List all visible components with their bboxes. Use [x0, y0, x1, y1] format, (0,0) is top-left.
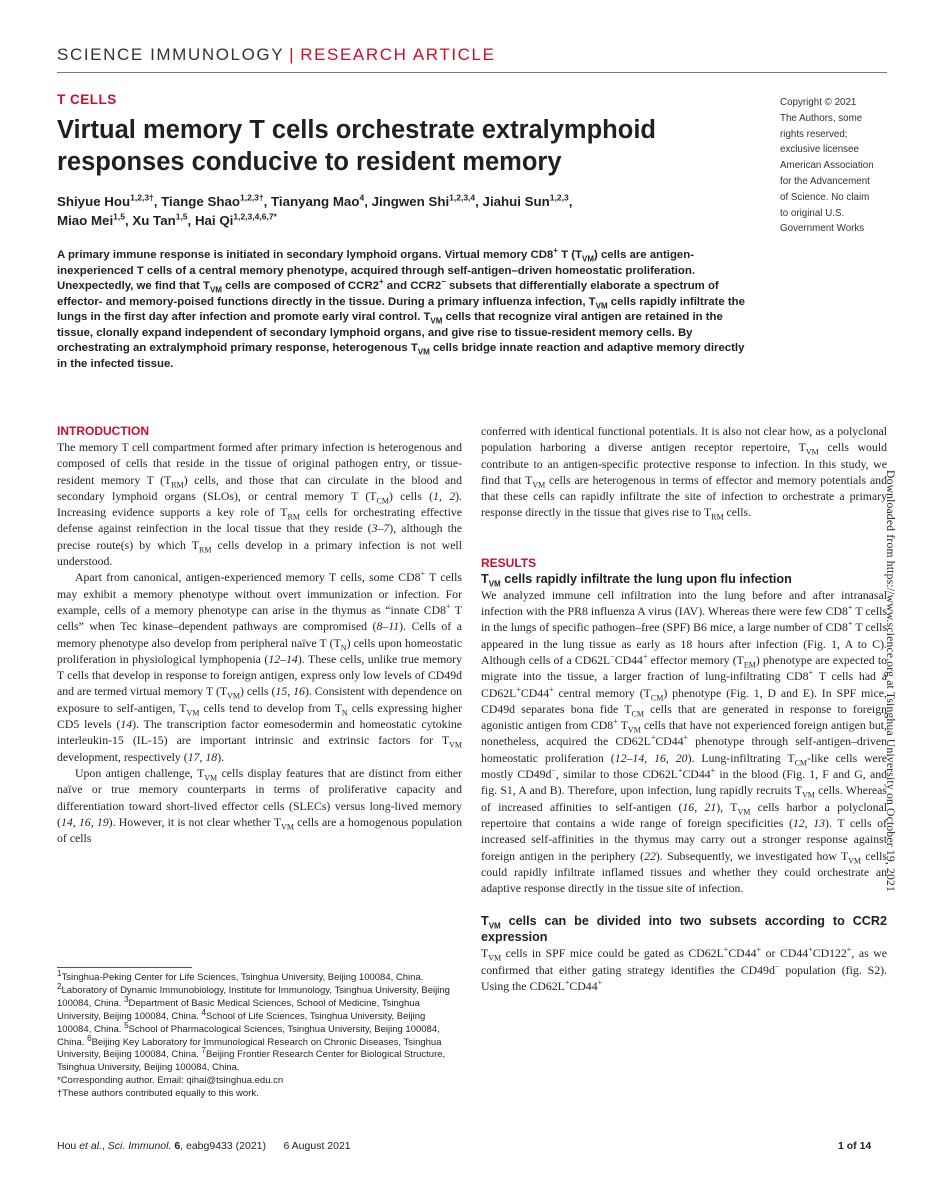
text-run: *Corresponding author. Email: qihai@tsinghua.edu.cn [57, 1075, 284, 1087]
author [195, 213, 277, 228]
text-run: T cells appeared in the lung tissue as early as 18 hours after infection (Fig. 1, A to C). Although cells of a CD62L [481, 620, 888, 667]
copyright-line: for the Advancement [780, 175, 870, 187]
superscript: + [847, 619, 853, 629]
author-affiliation: 1,5 [175, 211, 188, 222]
subscript: VM [281, 822, 294, 832]
text-run: ). Subsequently, we investigated how T [655, 848, 849, 863]
copyright-line: exclusive licensee [780, 144, 859, 156]
copyright-line: American Association [780, 160, 874, 172]
text-run: Laboratory of Dynamic Immunobiology, Institute for Immunology, Tsinghua University, Beijing 100084, China. [57, 984, 450, 1009]
text-run: ). Consistent with dependence on exposure to self-antigen, T [57, 684, 463, 715]
text-run: cells. [723, 505, 752, 520]
text-run: T [481, 914, 489, 929]
footnote [57, 968, 462, 1075]
citation-ref: 15 [275, 684, 288, 699]
text-run: population (fig. S2). Using the CD62L [481, 962, 887, 994]
citation-authors: Hou [57, 1140, 80, 1152]
subscript: VM [801, 790, 815, 800]
author-separator: , [124, 213, 133, 228]
footnote [57, 1075, 462, 1088]
text-run: cells. Whereas of increased affinities to self-antigen ( [481, 783, 888, 814]
text-run: ). T cells of increased self-affinities in the thymus may carry out a stronger response against foreign antigen in the periphery ( [481, 815, 887, 863]
copyright-line: Copyright © 2021 [780, 97, 857, 108]
text-run: School of Pharmacological Sciences, Tsinghua University, Beijing 100084, China. [57, 1023, 440, 1048]
text-run: , similar to those CD62L [555, 767, 678, 782]
author-separator: , [187, 213, 195, 228]
author-name: Jingwen Shi [371, 194, 450, 209]
body-paragraph [481, 945, 887, 994]
text-run: development, respectively ( [57, 749, 188, 764]
subscript: RM [171, 479, 184, 489]
text-run: CD44 [682, 767, 711, 782]
subscript: VM [488, 921, 501, 931]
superscript: + [677, 766, 683, 776]
citation-ref: 16 [78, 814, 91, 829]
text-run: , as we confirmed that either gating strategy identifies the CD49d [481, 946, 887, 977]
text-run: CD44 [655, 734, 684, 749]
text-run: , [287, 684, 294, 699]
text-run: cells rapidly infiltrate the lung upon flu infection [500, 571, 792, 586]
text-run: Upon antigen challenge, T [75, 765, 205, 780]
author-separator: , [153, 194, 162, 209]
subscript: RM [199, 545, 212, 555]
author [372, 194, 483, 209]
author-list [57, 192, 757, 230]
subscript: VM [227, 691, 240, 701]
text-run: CD44 [728, 946, 757, 961]
text-run: Beijing Frontier Research Center for Biological Structure, Tsinghua University, Beijing 100084, China. [57, 1049, 446, 1074]
citation-ref: 16 [654, 750, 666, 765]
subscript: VM [581, 254, 594, 264]
copyright-notice [780, 95, 892, 237]
citation-ref: 12–14 [268, 651, 298, 666]
copyright-line: Government Works [780, 223, 865, 235]
subscript: CM [794, 758, 808, 768]
subsection-heading [481, 571, 887, 587]
subsection-heading [481, 913, 887, 945]
body-paragraph [481, 587, 887, 897]
text-run: ). Lung-infiltrating T [687, 750, 795, 765]
subscript: VM [737, 807, 751, 816]
superscript: + [723, 945, 729, 955]
text-run: ) cells are antigen-inexperienced T cells of a central memory phenotype, acquired through self-antigen–driven homeostatic proliferation. Unexpectedly, we find that T [57, 249, 696, 292]
text-run: cells rapidly infiltrate the lungs in the first day after infection and promote early viral control. T [57, 295, 745, 323]
subscript: RM [287, 512, 300, 522]
author-name: Tiange Shao [161, 194, 240, 209]
subscript: VM [532, 480, 546, 490]
author-separator: , [364, 194, 372, 209]
citation-journal: Sci. Immunol. [107, 1140, 172, 1152]
text-run: cells are composed of CCR2 [221, 280, 379, 292]
subscript: VM [595, 300, 608, 310]
superscript: 5 [124, 1020, 129, 1030]
text-run: A primary immune response is initiated in secondary lymphoid organs. Virtual memory CD8 [57, 249, 554, 261]
superscript: + [613, 717, 618, 727]
text-run: ). Increasing evidence supports a key role of T [57, 488, 462, 520]
body-paragraph [57, 765, 462, 846]
text-run: ), although the precise route(s) by which T [57, 521, 462, 552]
text-run: CD122 [812, 946, 847, 961]
text-run: cells that are generated in response to foreign agonistic antigen from CD8 [481, 701, 887, 733]
citation-details: , eabg9433 (2021) 6 August 2021 [180, 1140, 351, 1152]
superscript: 4 [201, 1007, 206, 1017]
copyright-line: The Authors, some [780, 112, 863, 124]
superscript: + [846, 945, 852, 955]
subscript: CM [376, 496, 389, 506]
author-affiliation: 1,2,3,4,6,7* [233, 211, 277, 222]
citation-sep: , [101, 1140, 108, 1152]
text-run: cells tend to develop from T [199, 700, 342, 715]
text-run: cells harbor a polyclonal repertoire that contains a wide range of foreign specificities ( [481, 799, 887, 830]
text-run: School of Life Sciences, Tsinghua University, Beijing 100084, China. [57, 1010, 426, 1035]
subscript: N [340, 642, 347, 652]
text-run: cells bridge innate reaction and adaptive memory directly in the infected tissue. [57, 342, 745, 370]
citation-ref: 8–11 [376, 619, 400, 634]
author-affiliation: 1,2,3† [130, 192, 154, 203]
superscript: + [710, 766, 716, 776]
text-run: T (T [557, 249, 582, 261]
text-run: , [804, 815, 814, 830]
text-run: T [617, 718, 628, 733]
citation-ref: 20 [675, 750, 688, 765]
text-run: cells for orchestrating effective defense against reinfection in the local tissue that they reside ( [57, 505, 462, 536]
author [57, 194, 161, 209]
text-run: cells are heterogenous in terms of effector and memory potentials and that these cells can rapidly infiltrate the site of infection to orchestrate a primary response directly in the tissue that gives rise to T [481, 472, 887, 520]
superscript: + [597, 978, 603, 988]
text-run: Department of Basic Medical Sciences, School of Medicine, Tsinghua University, Beijing 100084, China. [57, 997, 420, 1022]
journal-header [57, 45, 496, 65]
text-run: cells that recognize viral antigen are retained in the tissue, clonally expand independent of secondary lymphoid organs, and give rise to tissue-resident memory cells. By orchestrating an extralymphoid primary response, heterogenous T [57, 311, 723, 354]
section-heading: RESULTS [481, 555, 537, 570]
text-run: Beijing Key Laboratory for Immunological Research on Chronic Diseases, Tsinghua University, Beijing 100084, China. [57, 1036, 442, 1061]
text-run: , [694, 799, 705, 814]
citation-ref: 22 [644, 848, 656, 863]
author-separator: , [475, 194, 483, 209]
text-run: †These authors contributed equally to this work. [57, 1088, 259, 1100]
text-run: We analyzed immune cell infiltration into the lung before and after intranasal infection with the PR8 influenza A virus (IAV). Whereas there were few CD8 [481, 587, 887, 619]
text-run: ) phenotype (Fig. 1, D and E). In SPF mice, CD49d separates bona fide T [481, 685, 887, 716]
subscript: RM [711, 512, 724, 522]
author-name: Jiahui Sun [482, 194, 550, 209]
author-affiliation: 4 [359, 192, 365, 203]
superscript: + [642, 652, 648, 662]
text-run: ), T [716, 799, 738, 814]
text-run: T cells had a CD62L [481, 669, 887, 700]
text-run: subsets that differentially elaborate a spectrum of effector- and memory-poised functions directly in the tissue. During a primary influenza infection, T [57, 280, 719, 308]
text-run: phenotype through self-antigen–driven homeostatic proliferation ( [481, 734, 887, 765]
citation-ref: 21 [704, 799, 717, 814]
text-run: CD44 [614, 652, 643, 667]
subscript: CM [631, 709, 644, 719]
header-rule [57, 72, 887, 73]
text-run: T cells in the lungs of specific pathogen–free (SPF) B6 mice, a large number of CD8 [481, 604, 888, 635]
text-run: , [199, 749, 206, 764]
text-run: Tsinghua-Peking Center for Life Sciences, Tsinghua University, Beijing 100084, China. [61, 972, 424, 983]
article-title: Virtual memory T cells orchestrate extralymphoid responses conducive to resident memory [57, 116, 657, 176]
footer-citation [57, 1140, 351, 1152]
superscript: − [774, 961, 780, 971]
superscript: + [683, 733, 689, 743]
superscript: + [808, 668, 814, 678]
text-run: CD44 [569, 979, 598, 994]
superscript: + [564, 978, 570, 988]
subscript: VM [204, 773, 218, 783]
subscript: VM [848, 855, 862, 865]
copyright-line: rights reserved; [780, 128, 848, 140]
text-run: ). However, it is not clear whether T [108, 814, 282, 829]
footnote-rule [57, 967, 192, 968]
author-affiliation: 1,5 [113, 211, 125, 222]
superscript: − [441, 277, 446, 287]
author-name: Shiyue Hou [57, 194, 131, 209]
citation-ref: 19 [96, 814, 109, 829]
author-name: Hai Qi [194, 213, 234, 228]
citation-ref: 14 [120, 717, 133, 732]
text-run: ) cells ( [239, 684, 276, 699]
author [132, 213, 195, 228]
spacer [481, 521, 887, 555]
citation-volume: 6 [171, 1140, 181, 1152]
citation-ref: 16 [293, 684, 305, 699]
subscript: VM [627, 725, 641, 735]
superscript: + [847, 603, 853, 613]
text-run: ) cells upon homeostatic proliferation in physiological lymphopenia ( [57, 635, 462, 666]
author [483, 194, 573, 209]
subscript: VM [430, 316, 443, 326]
superscript: 1 [57, 968, 62, 978]
section-label: T CELLS [57, 92, 117, 107]
citation-ref: 1 [433, 488, 439, 503]
author [161, 194, 271, 209]
text-run: T [481, 571, 489, 586]
body-paragraph [57, 439, 462, 569]
superscript: + [446, 602, 451, 612]
citation-ref: 16 [682, 799, 695, 814]
citation-ref: 12 [792, 815, 805, 830]
text-run: cells are a homogenous population of cells [57, 814, 462, 846]
subscript: VM [805, 447, 819, 457]
superscript: − [610, 652, 615, 662]
citation-ref: 13 [813, 815, 826, 830]
copyright-line: to original U.S. [780, 207, 845, 219]
header-separator: | [289, 45, 296, 64]
text-run: ) cells ( [388, 488, 434, 503]
page-number: 1 of 14 [838, 1140, 872, 1152]
copyright-line: of Science. No claim [780, 191, 870, 203]
superscript: + [516, 684, 521, 694]
text-run: ). These cells, unlike true memory T cells that develop in response to foreign antigen, express only low levels of CD49d and are termed virtual memory T (T [57, 651, 462, 699]
superscript: + [650, 733, 656, 743]
author-affiliation: 1,2,3,4 [449, 192, 476, 203]
superscript: + [553, 246, 558, 256]
citation-ref: 14 [60, 814, 73, 829]
subscript: VM [186, 708, 200, 718]
subscript: VM [488, 953, 502, 963]
author-affiliation: 1,2,3† [240, 192, 264, 203]
text-run: cells expressing higher CD5 levels ( [57, 700, 462, 732]
text-run: , [72, 814, 79, 829]
citation-ref: 2 [449, 488, 456, 503]
author-name: Miao Mei [57, 213, 114, 228]
superscript: 2 [57, 981, 62, 991]
text-run: , [90, 814, 97, 829]
text-run: cells would contribute to an antigen-specific protective response to infection. In this study, we find that T [481, 440, 888, 487]
subscript: VM [209, 285, 222, 295]
text-run: in the blood (Fig. 1, F and G, and fig. S1, A and B). Therefore, upon infection, lung rapidly recruits T [481, 767, 887, 798]
citation-ref: 18 [205, 749, 218, 764]
text-run: , [665, 750, 676, 765]
journal-name: SCIENCE IMMUNOLOGY [57, 45, 285, 64]
article-type: RESEARCH ARTICLE [300, 45, 496, 64]
text-run: Apart from canonical, antigen-experienced memory T cells, some CD8 [75, 570, 421, 585]
superscript: 7 [201, 1046, 206, 1056]
superscript: + [420, 569, 426, 579]
text-run: cells display features that are distinct from either naïve or true memory counterparts in terms of proliferative capacity and differentiation toward short-lived effector cells (SLECs) versus long-lived memory ( [57, 765, 463, 829]
text-run: CD44 [520, 685, 550, 700]
subscript: VM [449, 740, 462, 750]
text-run: ) cells, and those that can circulate in the blood and secondary lymphoid organs (SLOs), or central memory T (T [57, 472, 463, 503]
text-run: , [438, 488, 450, 503]
footnote [57, 1088, 462, 1101]
spacer [481, 896, 887, 913]
text-run: , [644, 750, 655, 765]
author [271, 194, 372, 209]
superscript: + [756, 945, 762, 955]
text-run: ). Cells of a memory phenotype also develop from peripheral naïve T (T [57, 619, 462, 650]
text-run: central memory (T [553, 685, 651, 700]
superscript: + [808, 945, 813, 955]
author-name: Xu Tan [132, 213, 176, 228]
author-affiliation: 1,2,3 [549, 192, 569, 203]
affiliation-footnotes [57, 968, 462, 1101]
text-run: or CD44 [761, 946, 809, 961]
section-heading: INTRODUCTION [57, 424, 149, 438]
abstract [57, 248, 757, 372]
body-paragraph [481, 423, 887, 521]
body-paragraph [57, 569, 462, 765]
right-column [481, 423, 887, 994]
citation-ref: 3–7 [371, 521, 390, 536]
author-separator: , [263, 194, 272, 209]
author-name: Tianyang Mao [271, 194, 360, 209]
citation-ref: 12–14 [614, 750, 645, 765]
text-run: conferred with identical functional potentials. It is also not clear how, as a polyclonal population harboring a diverse antigen receptor repertoire, T [481, 424, 887, 455]
text-run: ). [217, 749, 225, 764]
download-sidenote-text: Downloaded from https://www.science.org at Tsinghua University on October 19, 2021 [884, 470, 897, 893]
subscript: VM [488, 579, 501, 589]
subscript: EM [743, 660, 756, 670]
superscript: − [551, 766, 556, 776]
text-run: ). The transcription factor eomesodermin and homeostatic cytokine interleukin-15 (IL-15) are important intrinsic and extrinsic factors for T [57, 717, 462, 748]
superscript: + [378, 277, 384, 287]
left-column [57, 423, 462, 846]
text-run: cells can be divided into two subsets according to CCR2 expression [481, 914, 887, 945]
subscript: CM [650, 692, 664, 702]
text-run: ) phenotype are expected to migrate into the tissue, a larger fraction of lung-infiltrating CD8 [481, 652, 887, 684]
author [57, 213, 132, 228]
text-run: T cells” when Tec kinase–dependent pathways are compromised ( [57, 602, 462, 634]
citation-etal: et al. [79, 1140, 102, 1152]
text-run: cells develop in a primary infection is not well understood. [57, 537, 462, 569]
text-run: T cells may exhibit a memory phenotype without overt immunization or infection. For example, cells of a memory phenotype can arise in the thymus as “innate CD8 [57, 570, 462, 617]
citation-ref: 17 [187, 749, 200, 764]
text-run: cells that have not experienced foreign antigen but, nonetheless, acquired the CD62L [481, 718, 887, 749]
text-run: effector memory (T [647, 652, 744, 667]
text-run: cells could rapidly infiltrate inflamed tissues and whether they could orchestrate an adaptive response directly in the tissue site of infection. [481, 848, 887, 896]
subscript: N [341, 708, 348, 718]
text-run: cells in SPF mice could be gated as CD62L [501, 946, 724, 961]
superscript: 6 [87, 1033, 92, 1043]
text-run: T [481, 946, 489, 961]
superscript: + [549, 684, 554, 694]
superscript: 3 [124, 994, 129, 1004]
text-run: -like cells were mostly CD49d [481, 750, 887, 782]
author-separator: , [568, 194, 573, 209]
subscript: VM [417, 347, 430, 357]
text-run: and CCR2 [383, 280, 442, 292]
text-run: The memory T cell compartment formed after primary infection is heterogenous and composed of cells that reside in the tissue of original pathogen entry, or tissue-resident memory T (T [57, 440, 462, 487]
